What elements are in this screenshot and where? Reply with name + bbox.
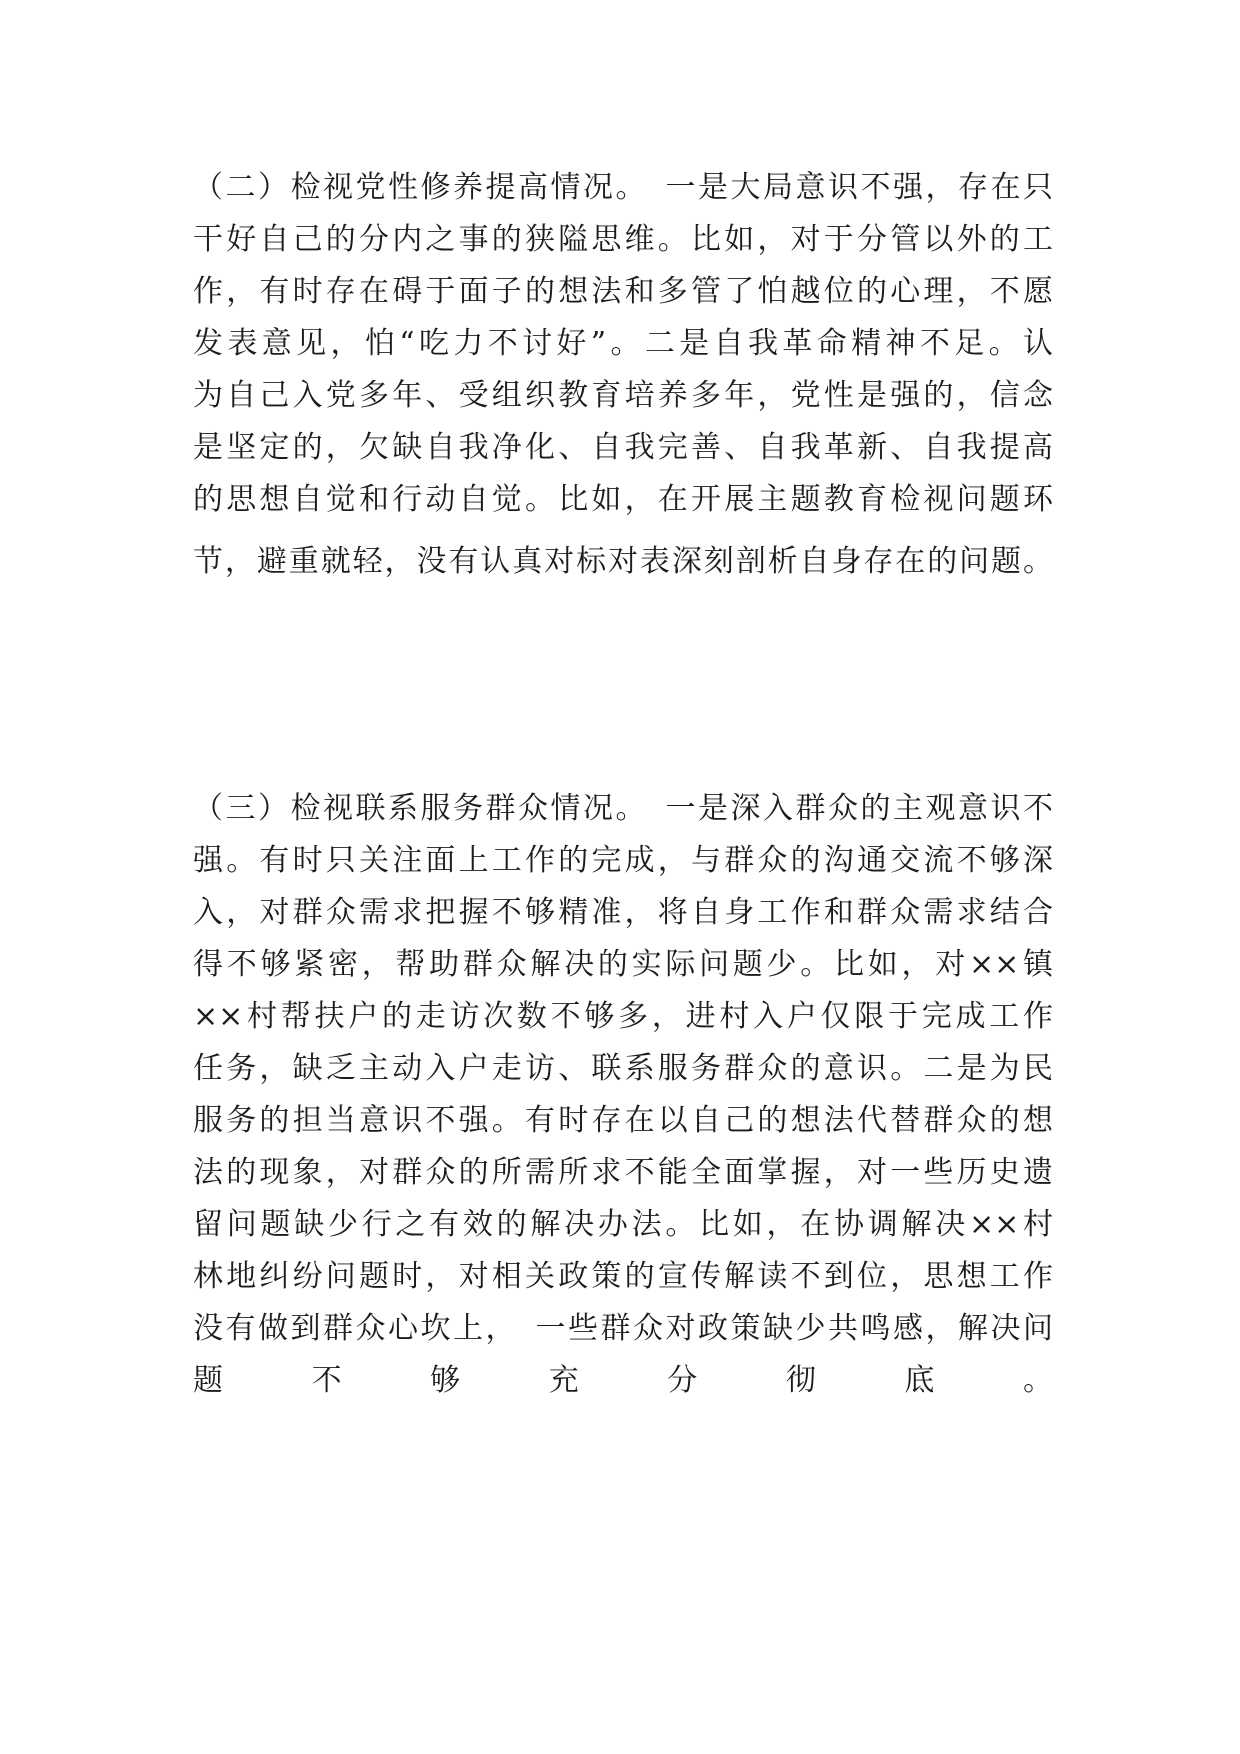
paragraph-line: 林地纠纷问题时，对相关政策的宣传解读不到位，思想工作 — [193, 1259, 1053, 1294]
paragraph-line: 节，避重就轻，没有认真对标对表深刻剖析自身存在的问题。 — [193, 544, 1053, 579]
paragraph-line: 是坚定的，欠缺自我净化、自我完善、自我革新、自我提高 — [193, 430, 1053, 465]
paragraph-line: 没有做到群众心坎上， 一些群众对政策缺少共鸣感，解决问 — [193, 1311, 1053, 1346]
paragraph-line: 作，有时存在碍于面子的想法和多管了怕越位的心理，不愿 — [193, 274, 1053, 309]
paragraph-line: 强。有时只关注面上工作的完成，与群众的沟通交流不够深 — [193, 843, 1053, 878]
section-party-spirit-review — [193, 162, 1053, 588]
paragraph-line: 发表意见，怕“吃力不讨好”。二是自我革命精神不足。认 — [193, 326, 1053, 361]
paragraph-line: 入，对群众需求把握不够精准，将自身工作和群众需求结合 — [193, 895, 1053, 930]
paragraph-line: 留问题缺少行之有效的解决办法。比如，在协调解决××村 — [193, 1207, 1053, 1242]
paragraph-line: （二）检视党性修养提高情况。 一是大局意识不强，存在只 — [193, 170, 1053, 205]
paragraph-line: 服务的担当意识不强。有时存在以自己的想法代替群众的想 — [193, 1103, 1053, 1138]
paragraph-line: 任务，缺乏主动入户走访、联系服务群众的意识。二是为民 — [193, 1051, 1053, 1086]
paragraph-line — [193, 1417, 1053, 1469]
paragraph-line: 干好自己的分内之事的狭隘思维。比如，对于分管以外的工 — [193, 222, 1053, 257]
paragraph-line: （三）检视联系服务群众情况。 一是深入群众的主观意识不 — [193, 791, 1053, 826]
paragraph-line: 题不够充分彻底。 — [193, 1363, 1053, 1398]
paragraph-line: 的思想自觉和行动自觉。比如，在开展主题教育检视问题环 — [193, 482, 1053, 517]
section-serving-masses-review — [193, 783, 1053, 1469]
paragraph-line: 为自己入党多年、受组织教育培养多年，党性是强的，信念 — [193, 378, 1053, 413]
paragraph-line: 得不够紧密，帮助群众解决的实际问题少。比如，对××镇 — [193, 947, 1053, 982]
paragraph-line: ××村帮扶户的走访次数不够多，进村入户仅限于完成工作 — [193, 999, 1053, 1034]
paragraph-line: 法的现象，对群众的所需所求不能全面掌握，对一些历史遗 — [193, 1155, 1053, 1190]
